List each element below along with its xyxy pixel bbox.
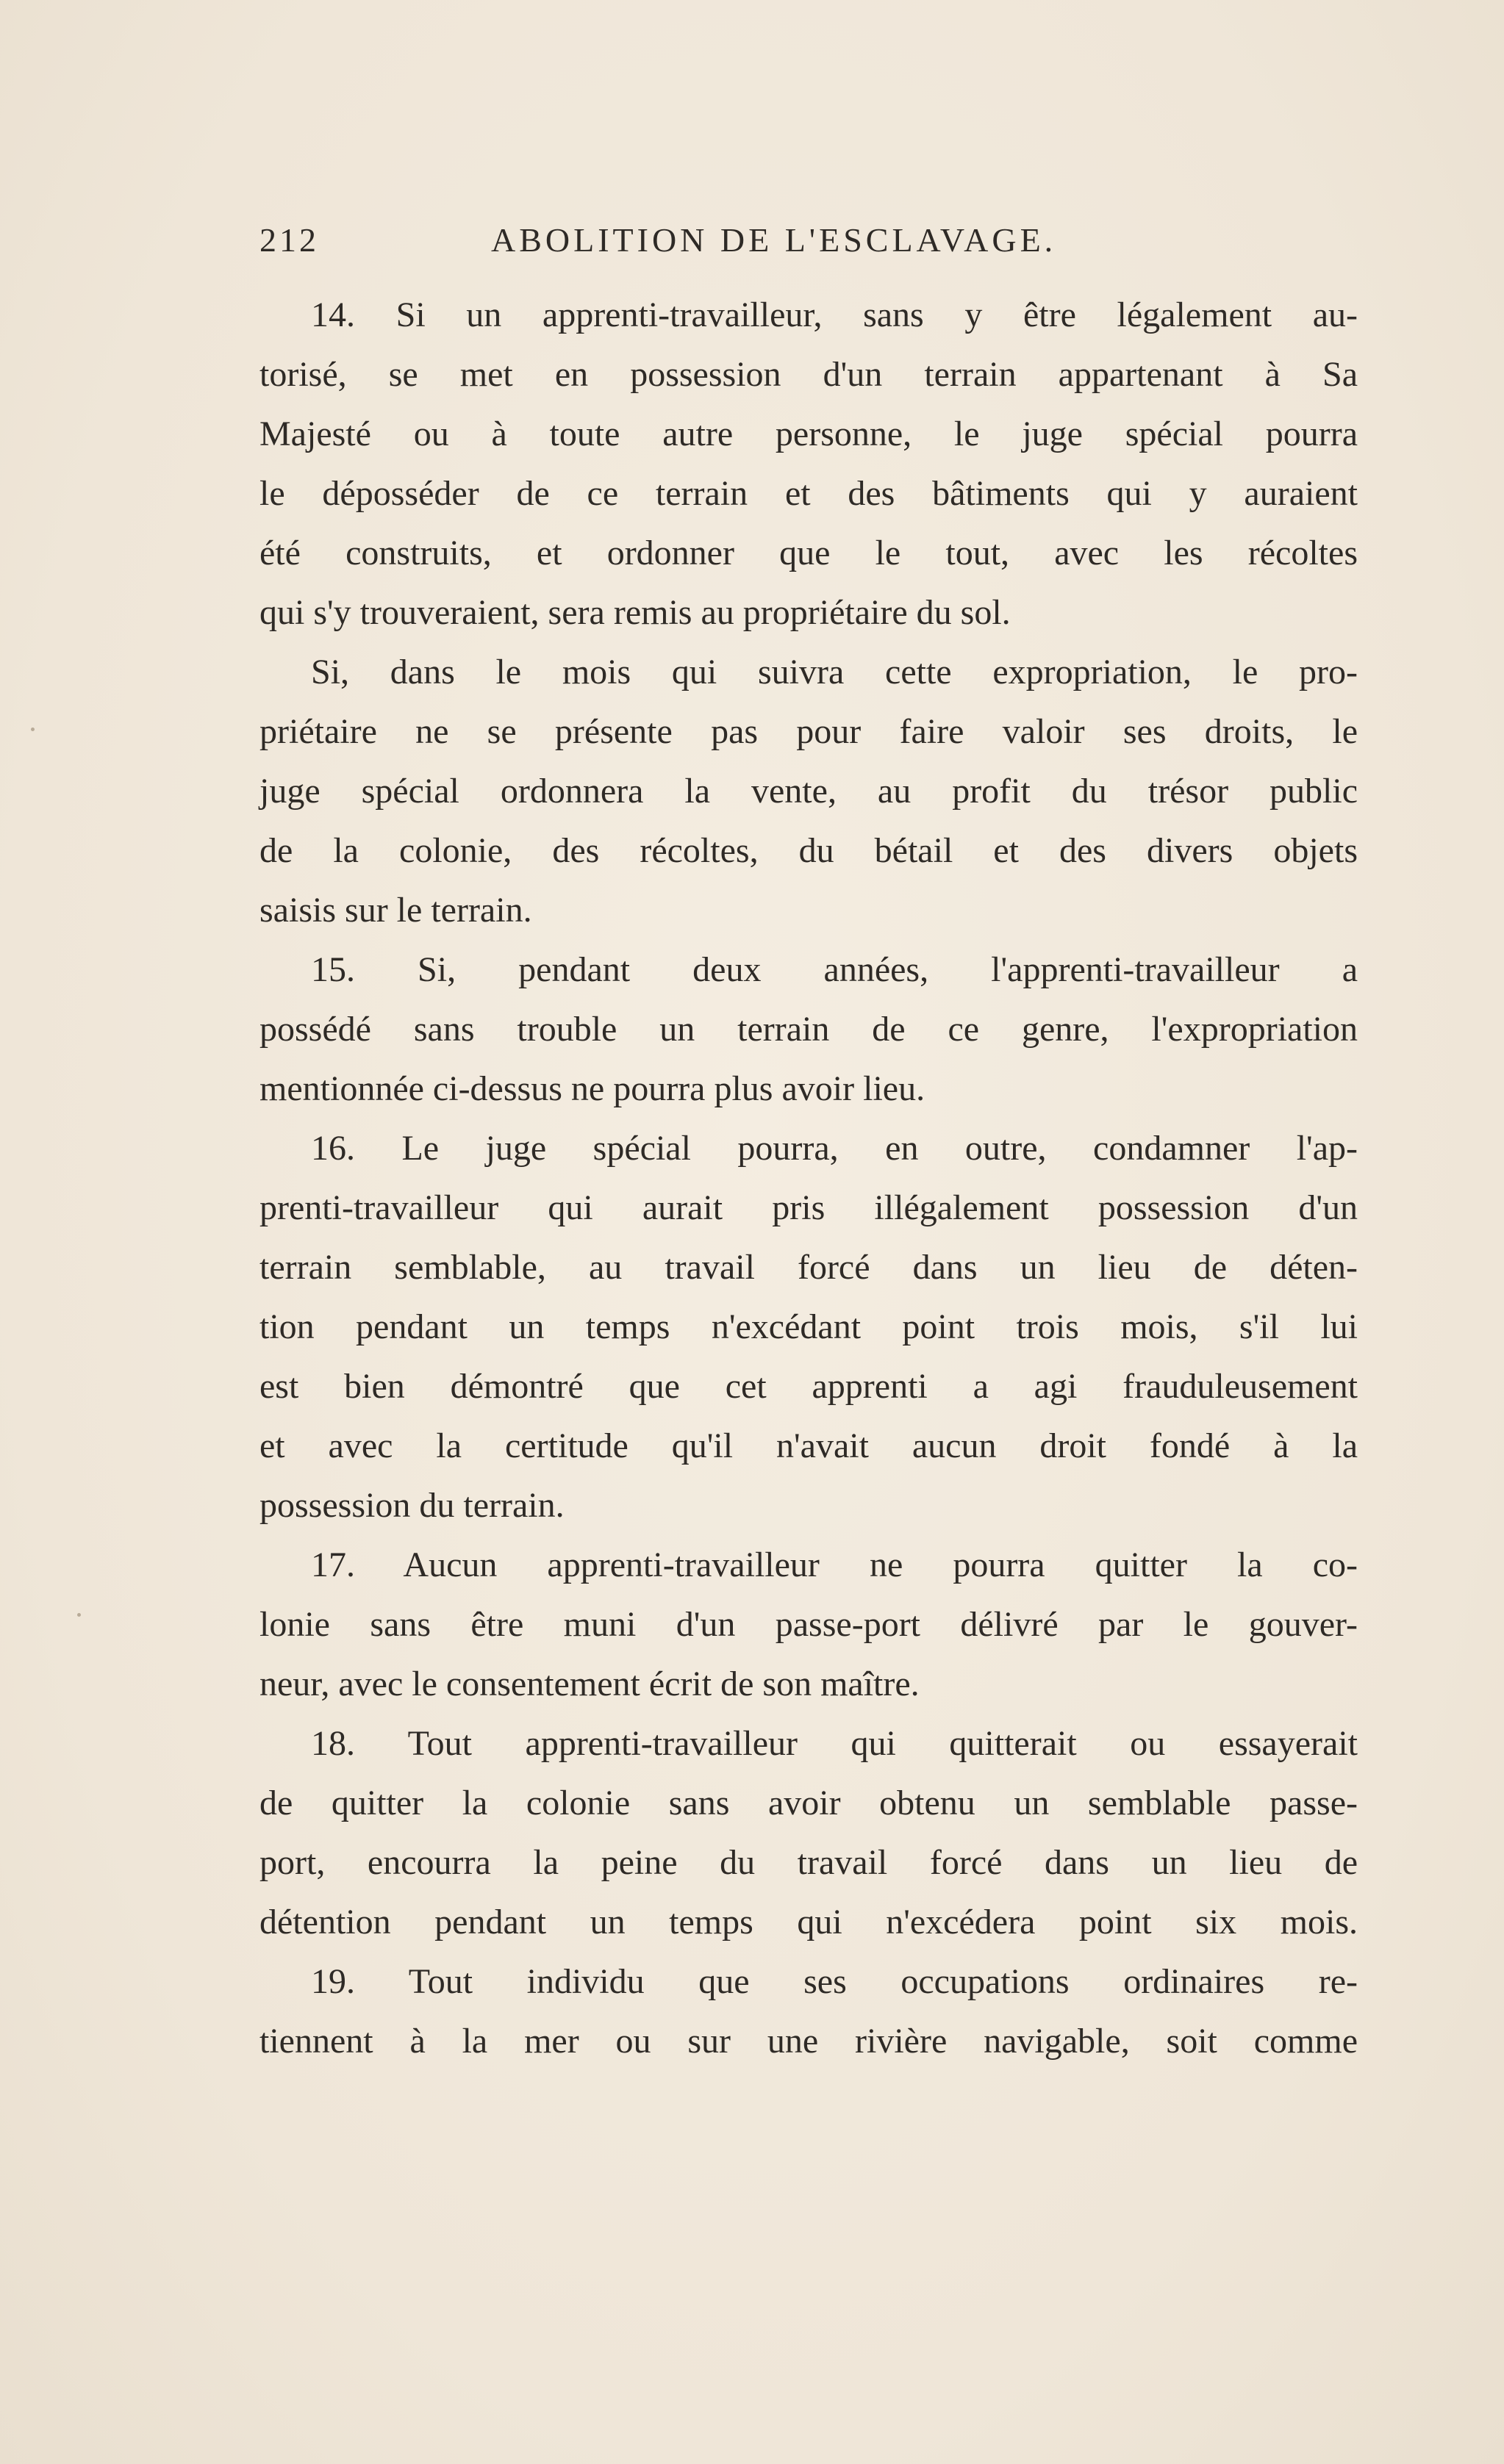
text-line: terrain semblable, au travail forcé dans un lieu de déten- [259, 1248, 1358, 1287]
text-line-article-14: 14. Si un apprenti-travailleur, sans y être légalement au- [311, 295, 1358, 334]
text-line: et avec la certitude qu'il n'avait aucun droit fondé à la [259, 1426, 1358, 1465]
text-line-article-15: 15. Si, pendant deux années, l'apprenti-travailleur a [311, 950, 1358, 989]
text-line: Majesté ou à toute autre personne, le juge spécial pourra [259, 414, 1358, 453]
text-line: de quitter la colonie sans avoir obtenu un semblable passe- [259, 1784, 1358, 1822]
text-line-article-19: 19. Tout individu que ses occupations ordinaires re- [311, 1962, 1358, 2001]
body-text [259, 285, 1358, 2071]
text-line-paragraph-start: Si, dans le mois qui suivra cette expropriation, le pro- [311, 653, 1358, 692]
paper-speck [31, 728, 35, 731]
text-line: priétaire ne se présente pas pour faire valoir ses droits, le [259, 712, 1358, 751]
page-number: 212 [259, 221, 319, 259]
text-line: mentionnée ci-dessus ne pourra plus avoir lieu. [259, 1069, 925, 1108]
text-line: détention pendant un temps qui n'excédera point six mois. [259, 1903, 1358, 1942]
text-line: lonie sans être muni d'un passe-port délivré par le gouver- [259, 1605, 1358, 1644]
text-line: de la colonie, des récoltes, du bétail et des divers objets [259, 831, 1358, 870]
text-line: tiennent à la mer ou sur une rivière navigable, soit comme [259, 2022, 1358, 2061]
text-line-article-18: 18. Tout apprenti-travailleur qui quitterait ou essayerait [311, 1724, 1358, 1763]
paper-speck [77, 1613, 81, 1617]
text-line: le déposséder de ce terrain et des bâtiments qui y auraient [259, 474, 1358, 513]
text-line: possédé sans trouble un terrain de ce genre, l'expropriation [259, 1010, 1358, 1049]
text-line: juge spécial ordonnera la vente, au profit du trésor public [259, 772, 1358, 811]
text-line: été construits, et ordonner que le tout, avec les récoltes [259, 534, 1358, 572]
text-line-article-17: 17. Aucun apprenti-travailleur ne pourra quitter la co- [311, 1545, 1358, 1584]
text-line-article-16: 16. Le juge spécial pourra, en outre, condamner l'ap- [311, 1129, 1358, 1168]
page-header [259, 220, 1362, 265]
running-title: ABOLITION DE L'ESCLAVAGE. [491, 221, 1057, 259]
text-line: port, encourra la peine du travail forcé dans un lieu de [259, 1843, 1358, 1882]
text-line: tion pendant un temps n'excédant point trois mois, s'il lui [259, 1307, 1358, 1346]
text-line: saisis sur le terrain. [259, 891, 532, 930]
text-line: est bien démontré que cet apprenti a agi frauduleusement [259, 1367, 1358, 1406]
text-line: possession du terrain. [259, 1486, 565, 1525]
text-line: neur, avec le consentement écrit de son maître. [259, 1664, 920, 1703]
text-line: torisé, se met en possession d'un terrain appartenant à Sa [259, 355, 1358, 394]
text-line: qui s'y trouveraient, sera remis au propriétaire du sol. [259, 593, 1011, 632]
text-line: prenti-travailleur qui aurait pris illégalement possession d'un [259, 1188, 1358, 1227]
